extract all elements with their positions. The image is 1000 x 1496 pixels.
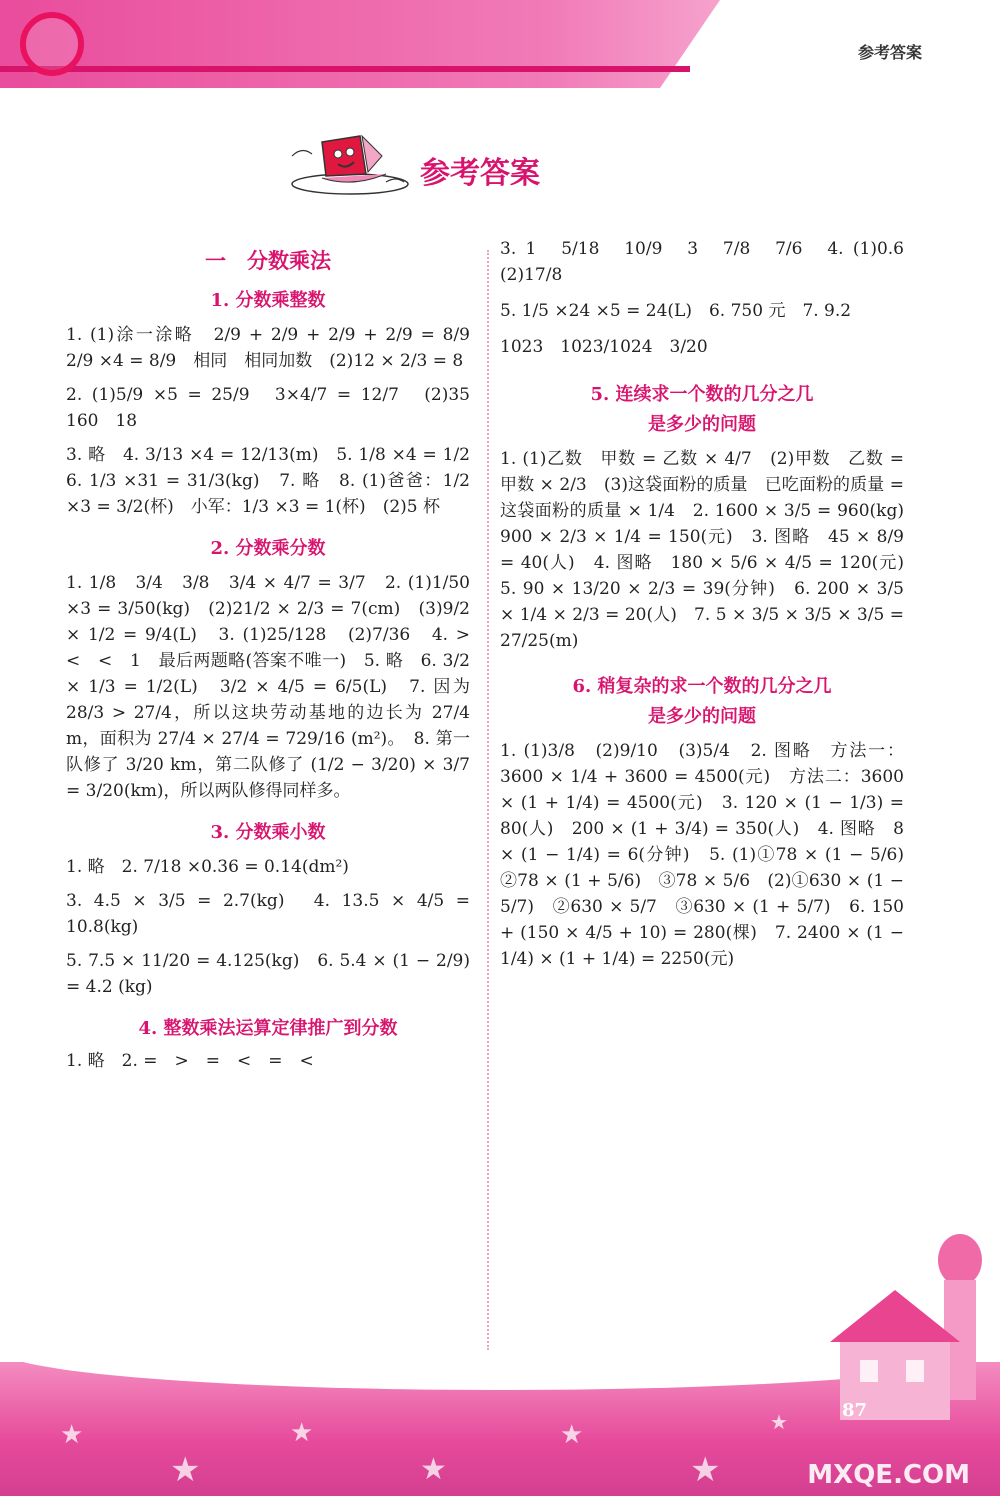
- star-icon: ★: [770, 1410, 788, 1434]
- answer-paragraph: 3. 4.5 × 3/5 = 2.7(kg) 4. 13.5 × 4/5 = 10.8(kg): [66, 891, 470, 937]
- section-heading-continued: 是多少的问题: [648, 414, 756, 435]
- star-icon: ★: [690, 1450, 721, 1490]
- section-heading: 5. 连续求一个数的几分之几: [590, 384, 814, 405]
- answer-paragraph: 5. 1/5 ×24 ×5 = 24(L) 6. 750 元 7. 9.2: [500, 301, 852, 321]
- column-divider: [487, 250, 489, 1350]
- answer-paragraph: 1. (1)涂一涂略 2/9 + 2/9 + 2/9 + 2/9 = 8/9 2/9 ×4 = 8/9 相同 相同加数 (2)12 × 2/3 = 8: [66, 325, 487, 371]
- star-icon: ★: [420, 1452, 447, 1487]
- sailboat-logo-icon: [282, 126, 412, 198]
- section-heading: 1. 分数乘整数: [210, 290, 326, 311]
- page-title: 参考答案: [420, 156, 540, 191]
- running-header-title: 参考答案: [857, 43, 922, 62]
- answer-paragraph: 2. (1)5/9 ×5 = 25/9 3×4/7 = 12/7 (2)35 160 18: [66, 385, 487, 431]
- header-ring-decoration: [20, 12, 84, 76]
- right-column: [500, 236, 921, 972]
- answer-paragraph: 1. (1)3/8 (2)9/10 (3)5/4 2. 图略 方法一：3600 × 1/4 + 3600 = 4500(元) 方法二：3600 × (1 + 1/4) = 4500(元) 3. 120 × (1 − 1/3) = 80(人) 200 × (1 + 3/4) = 350(人) 4. 图略 8 × (1 − 1/4) = 6(分钟) 5. (1)①78 × (1 − 5/6) ②78 × (1 + 5/6) ③78 × 5/6 (2)①630 × (1 − 5/7) ②630 × 5/7 ③630 × (1 + 5/7) 6. 150 + (150 × 4/5 + 10) = 280(棵) 7. 2400 × (1 − 1/4) × (1 + 1/4) = 2250(元): [500, 741, 921, 969]
- chapter-heading: 一 分数乘法: [205, 248, 331, 273]
- star-icon: ★: [170, 1450, 201, 1490]
- watermark-text: MXQE.COM: [807, 1460, 970, 1490]
- section-heading: 6. 稍复杂的求一个数的几分之几: [572, 676, 832, 697]
- section-heading-continued: 是多少的问题: [648, 706, 756, 727]
- star-icon: ★: [560, 1420, 584, 1450]
- answer-paragraph: 3. 1 5/18 10/9 3 7/8 7/6 4. (1)0.6 (2)17/8: [500, 239, 921, 285]
- section-heading: 3. 分数乘小数: [210, 822, 326, 843]
- answer-paragraph: 3. 略 4. 3/13 ×4 = 12/13(m) 5. 1/8 ×4 = 1/2 6. 1/3 ×31 = 31/3(kg) 7. 略 8. (1)爸爸：1/2 ×3 = 3/2(杯) 小军：1/3 ×3 = 1(杯) (2)5 杯: [66, 445, 487, 517]
- answer-paragraph: 1. 略 2. = > = < = <: [66, 1051, 314, 1071]
- star-icon: ★: [290, 1418, 314, 1448]
- answer-paragraph: 5. 7.5 × 11/20 = 4.125(kg) 6. 5.4 × (1 − 2/9) = 4.2 (kg): [66, 951, 470, 997]
- answer-paragraph: 1. 1/8 3/4 3/8 3/4 × 4/7 = 3/7 2. (1)1/50 ×3 = 3/50(kg) (2)21/2 × 2/3 = 7(cm) (3)9/2 × 1/2 = 9/4(L) 3. (1)25/128 (2)7/36 4. > < < 1 最后两题略(答案不唯一) 5. 略 6. 3/2 × 1/3 = 1/2(L) 3/2 × 4/5 = 6/5(L) 7. 因为 28/3 > 27/4，所以这块劳动基地的边长为 27/4 m，面积为 27/4 × 27/4 = 729/16 (m²)。 8. 第一队修了 3/20 km，第二队修了 (1/2 − 3/20) × 3/7 = 3/20(km)，所以两队修得同样多。: [66, 573, 487, 801]
- left-column: [66, 248, 487, 1074]
- answer-paragraph: 1. (1)乙数 甲数 = 乙数 × 4/7 (2)甲数 乙数 = 甲数 × 2/3 (3)这袋面粉的质量 已吃面粉的质量 = 这袋面粉的质量 × 1/4 2. 1600 × 3/5 = 960(kg) 900 × 2/3 × 1/4 = 150(元) 3. 图略 45 × 8/9 = 40(人) 4. 图略 180 × 5/6 × 4/5 = 120(元) 5. 90 × 13/20 × 2/3 = 39(分钟) 6. 200 × 3/5 × 1/4 × 2/3 = 20(人) 7. 5 × 3/5 × 3/5 × 3/5 = 27/25(m): [500, 449, 921, 651]
- answer-paragraph: 1023 1023/1024 3/20: [500, 337, 708, 357]
- castle-icon: [830, 1220, 1000, 1420]
- answer-paragraph: 1. 略 2. 7/18 ×0.36 = 0.14(dm²): [66, 857, 349, 877]
- page-number: 87: [842, 1400, 868, 1421]
- star-icon: ★: [60, 1420, 84, 1450]
- header-white-panel: [660, 0, 1000, 88]
- section-heading: 4. 整数乘法运算定律推广到分数: [138, 1018, 398, 1039]
- header-rule: [0, 66, 690, 72]
- section-heading: 2. 分数乘分数: [210, 538, 326, 559]
